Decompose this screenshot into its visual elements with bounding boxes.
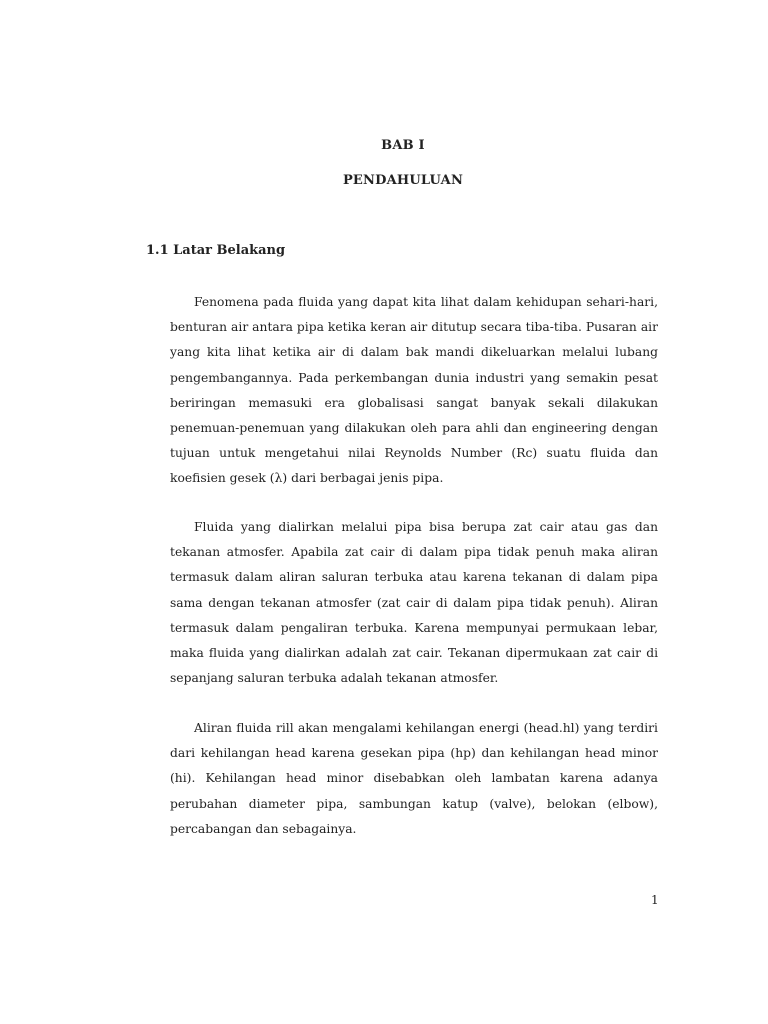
paragraph-3: Aliran fluida rill akan mengalami kehilangan energi (head.hl) yang terdiri dari kehilangan head karena gesekan pipa (hp) dan kehilangan head minor (hi). Kehilangan head minor disebabkan oleh lambatan karena adanya perubahan diameter pipa, sambungan katup (valve), belokan (elbow), percabangan dan sebagainya. [170,721,658,836]
page-number: 1 [651,893,659,907]
section-heading: 1.1 Latar Belakang [146,243,286,258]
chapter-title: PENDAHULUAN [342,173,464,188]
paragraph-1: Fenomena pada fluida yang dapat kita lihat dalam kehidupan sehari-hari, benturan air antara pipa ketika keran air ditutup secara tiba-tiba. Pusaran air yang kita lihat ketika air di dalam bak mandi dikeluarkan melalui lubang pengembangannya. Pada perkembangan dunia industri yang semakin pesat beriringan memasuki era globalisasi sangat banyak sekali dilakukan penemuan-penemuan yang dilakukan oleh para ahli dan engineering dengan tujuan untuk mengetahui nilai Reynolds Number (Rc) suatu fluida dan koefisien gesek (λ) dari berbagai jenis pipa. [170,295,658,486]
paragraph-2: Fluida yang dialirkan melalui pipa bisa berupa zat cair atau gas dan tekanan atmosfer. Apabila zat cair di dalam pipa tidak penuh maka aliran termasuk dalam aliran saluran terbuka atau karena tekanan di dalam pipa sama dengan tekanan atmosfer (zat cair di dalam pipa tidak penuh). Aliran termasuk dalam pengaliran terbuka. Karena mempunyai permukaan lebar, maka fluida yang dialirkan adalah zat cair. Tekanan dipermukaan zat cair di sepanjang saluran terbuka adalah tekanan atmosfer. [170,520,658,686]
chapter-label: BAB I [381,138,425,153]
